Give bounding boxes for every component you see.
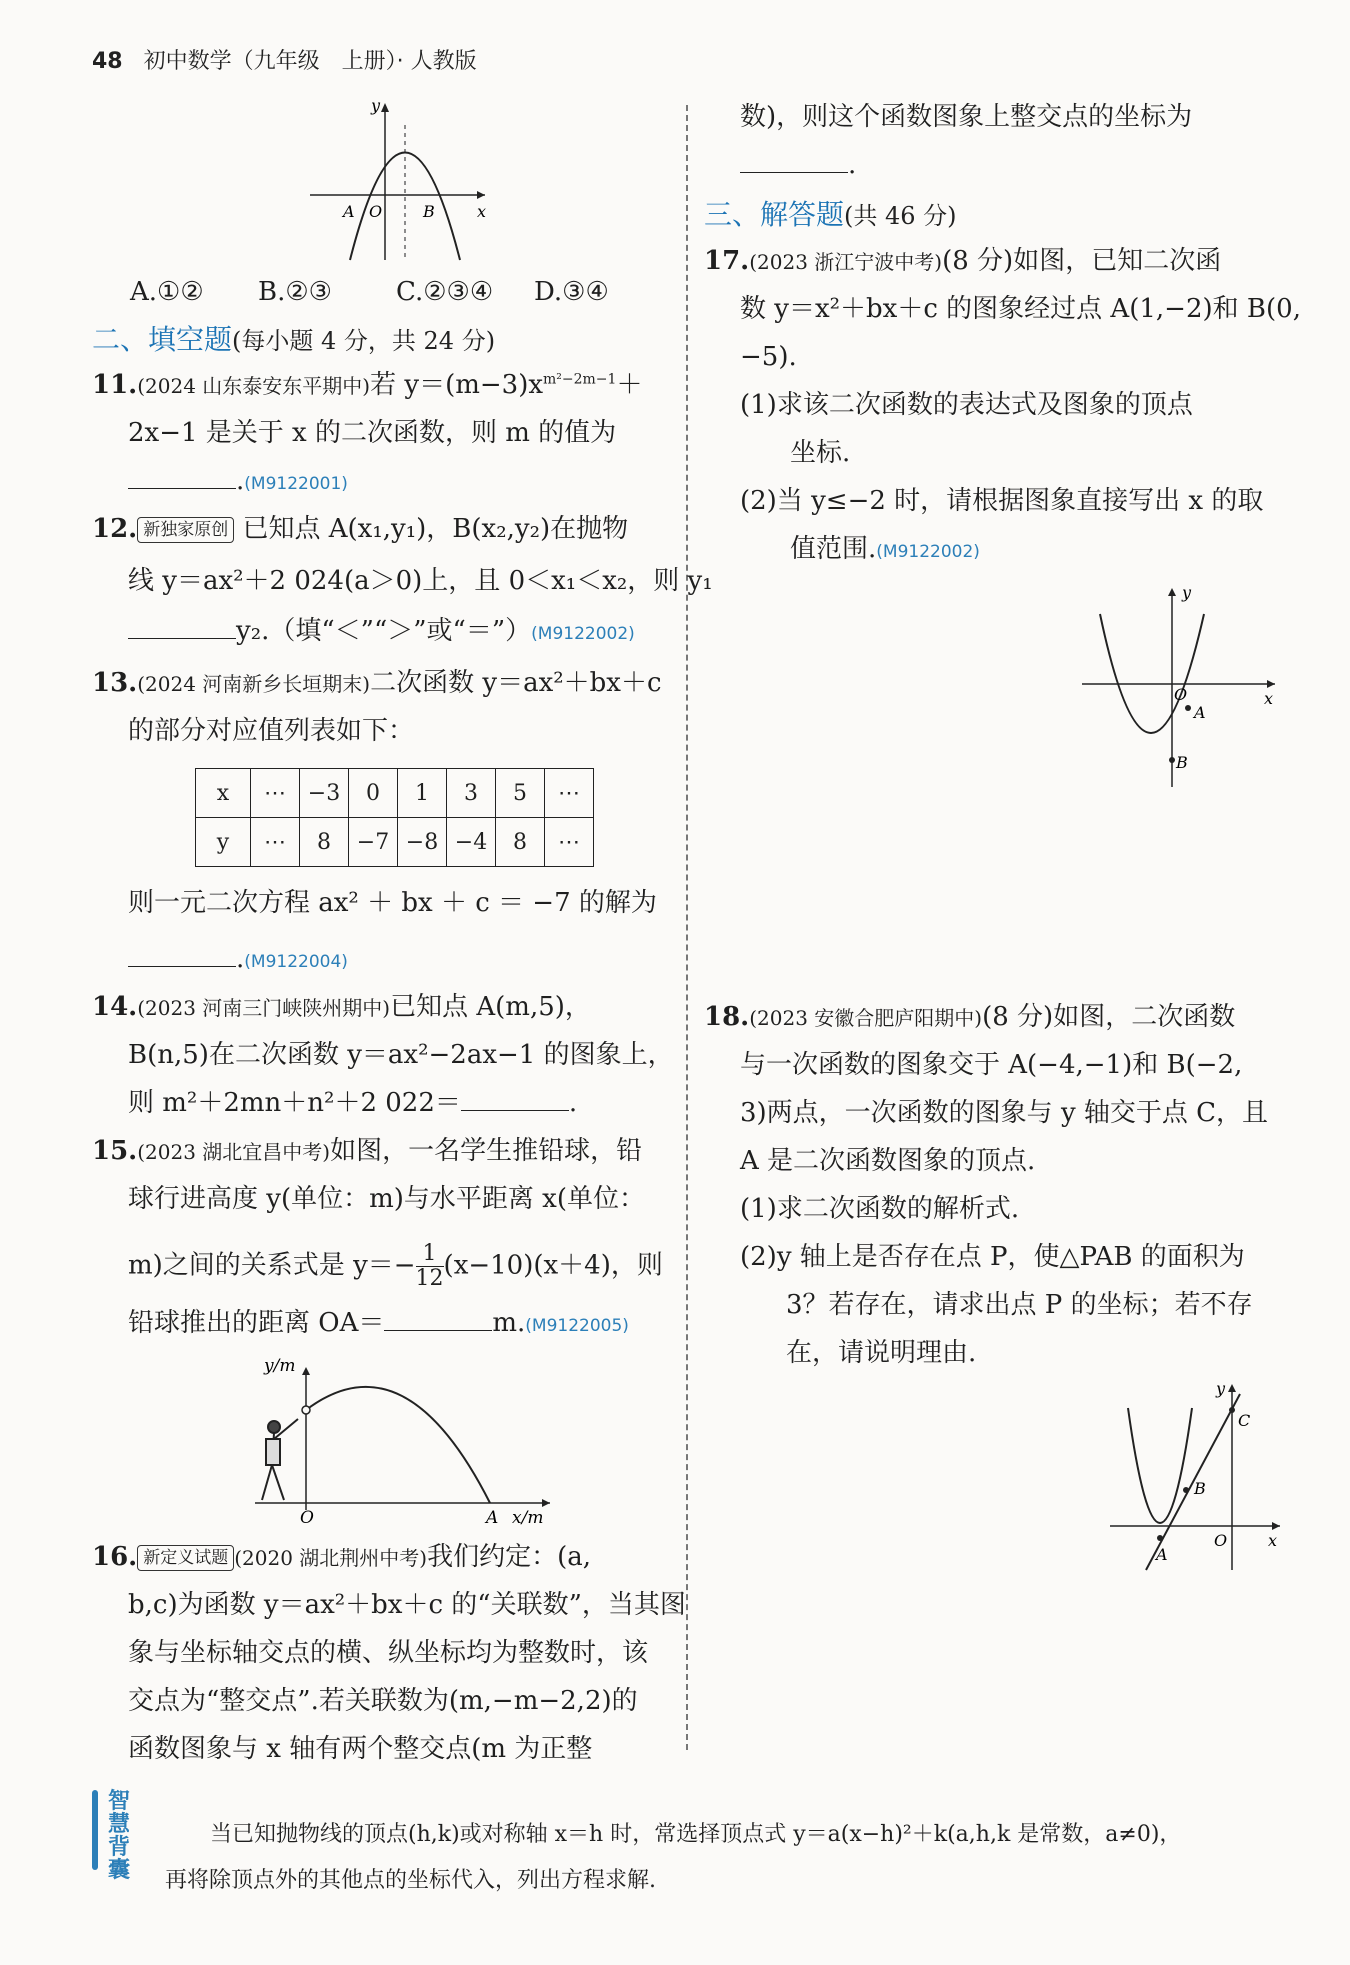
q16-answer-line	[740, 150, 856, 181]
q16-line6: 数)，则这个函数图象上整交点的坐标为	[740, 102, 1193, 132]
tip-label: 智慧背囊	[108, 1789, 131, 1884]
q14-text3: 则 m²＋2mn＋n²＋2 022＝	[128, 1088, 461, 1118]
table-cell: −3	[300, 769, 349, 818]
q16-line1	[92, 1542, 591, 1573]
q17-score: (8 分)	[942, 246, 1014, 276]
q15-line3	[128, 1242, 663, 1291]
section3-heading	[704, 198, 957, 232]
q13-line2: 的部分对应值列表如下：	[128, 716, 415, 746]
q12-line2: 线 y＝ax²＋2 024(a＞0)上，且 0＜x₁＜x₂，则 y₁	[128, 566, 713, 596]
q12-answer-blank[interactable]	[128, 616, 236, 639]
q18-graph-figure	[1108, 1380, 1288, 1575]
q11-text1: 若 y＝(m−3)x	[370, 370, 543, 400]
book-title: 初中数学（九年级 上册）· 人教版	[143, 49, 477, 74]
q11-answer-blank[interactable]	[128, 466, 236, 489]
table-cell: ⋯	[251, 769, 300, 818]
q17-part1b: 坐标.	[790, 438, 851, 468]
q17-part1a: (1)求该二次函数的表达式及图象的顶点	[740, 390, 1193, 420]
q14-tail: .	[568, 1088, 578, 1118]
q10-option-d: D.③④	[534, 277, 609, 307]
q13-row-x	[196, 769, 594, 818]
section2-heading	[92, 323, 495, 357]
table-cell: 8	[300, 818, 349, 867]
q16-source: (2020 湖北荆州中考)	[234, 1546, 428, 1570]
q10-option-c: C.②③④	[396, 277, 494, 307]
q13-number: 13.	[92, 668, 138, 698]
page-header	[92, 44, 477, 75]
q18-line3: 3)两点，一次函数的图象与 y 轴交于点 C，且	[740, 1098, 1269, 1128]
q11-source: (2024 山东泰安东平期中)	[137, 374, 371, 398]
q15-shotput-figure	[250, 1355, 570, 1530]
q13-line1	[92, 668, 662, 699]
q16-line2: b,c)为函数 y＝ax²＋bx＋c 的“关联数”，当其图	[128, 1590, 686, 1620]
q18-c-label: C	[1238, 1411, 1251, 1430]
q12-tag: 新独家原创	[137, 517, 234, 543]
q16-line5: 函数图象与 x 轴有两个整交点(m 为正整	[128, 1734, 593, 1764]
q17-a-label: A	[1194, 703, 1206, 722]
q15-o-label: O	[300, 1508, 314, 1528]
q18-score: (8 分)	[982, 1002, 1054, 1032]
q15-ylabel: y/m	[264, 1356, 296, 1376]
q13-source: (2024 河南新乡长垣期末)	[137, 672, 371, 696]
q10-x-label: x	[477, 202, 487, 221]
q18-part2c: 在，请说明理由.	[786, 1338, 977, 1368]
q18-line2: 与一次函数的图象交于 A(−4,−1)和 B(−2,	[740, 1050, 1243, 1080]
q15-text4: 铅球推出的距离 OA＝	[128, 1308, 385, 1338]
tip-line1: 当已知抛物线的顶点(h,k)或对称轴 x＝h 时，常选择顶点式 y＝a(x−h)²＋k(a,h,k 是常数，a≠0)，	[210, 1822, 1182, 1847]
q15-code: (M9122005)	[525, 1316, 629, 1336]
table-cell: 0	[349, 769, 398, 818]
table-cell: ⋯	[251, 818, 300, 867]
q18-part1: (1)求二次函数的解析式.	[740, 1194, 1020, 1224]
q11-tail: .	[236, 466, 245, 496]
q16-tail: .	[848, 150, 857, 180]
q13-code: (M9122004)	[244, 952, 348, 972]
q12-code: (M9122002)	[531, 624, 635, 644]
q15-fraction-num: 1	[416, 1242, 444, 1267]
q10-option-b: B.②③	[258, 277, 332, 307]
q10-option-a: A.①②	[130, 277, 204, 307]
student-figure-icon	[262, 1419, 298, 1500]
q12-line3	[128, 616, 635, 647]
table-cell: 3	[447, 769, 496, 818]
q17-part2b	[790, 534, 980, 565]
q15-text1: 如图，一名学生推铅球，铅	[330, 1136, 643, 1166]
q12-text1: 已知点 A(x₁,y₁)，B(x₂,y₂)在抛物	[242, 514, 629, 544]
q15-line1	[92, 1136, 642, 1167]
q13-value-table	[195, 768, 594, 867]
table-cell: 5	[496, 769, 545, 818]
q11-exponent: m²−2m−1	[543, 371, 617, 388]
q17-part2a: (2)当 y≤−2 时，请根据图象直接写出 x 的取	[740, 486, 1264, 516]
q17-y-label: y	[1182, 583, 1192, 602]
section3-title: 三、解答题	[704, 198, 845, 231]
q18-line1	[704, 1002, 1235, 1033]
q13-answer-line	[128, 944, 348, 975]
q17-x-label: x	[1264, 689, 1274, 708]
q17-number: 17.	[704, 246, 750, 276]
q17-b-label: B	[1176, 753, 1188, 772]
q16-answer-blank[interactable]	[740, 150, 848, 173]
table-cell: ⋯	[545, 818, 594, 867]
table-cell: ⋯	[545, 769, 594, 818]
q12-text3: y₂.（填“＜”“＞”或“＝”）	[236, 616, 532, 646]
table-cell: x	[196, 769, 251, 818]
q17-text-p2b: 值范围.	[790, 534, 877, 564]
q11-line1	[92, 370, 642, 401]
q16-line3: 象与坐标轴交点的横、纵坐标均为整数时，该	[128, 1638, 649, 1668]
q11-line2: 2x−1 是关于 x 的二次函数，则 m 的值为	[128, 418, 617, 448]
q15-source: (2023 湖北宜昌中考)	[137, 1140, 331, 1164]
q14-number: 14.	[92, 992, 138, 1022]
q13-row-y	[196, 818, 594, 867]
table-cell: −4	[447, 818, 496, 867]
section2-title: 二、填空题	[92, 323, 233, 356]
q15-unit: m.	[492, 1308, 526, 1338]
q15-fraction-den: 12	[415, 1266, 444, 1292]
q13-tail: .	[236, 944, 245, 974]
q11-answer-line	[128, 466, 348, 497]
section2-note: (每小题 4 分，共 24 分)	[232, 327, 496, 355]
q18-text1: 如图，二次函数	[1053, 1002, 1236, 1032]
q14-line3	[128, 1088, 577, 1119]
q10-y-label: y	[371, 96, 381, 115]
table-cell: 8	[496, 818, 545, 867]
q13-text1: 二次函数 y＝ax²＋bx＋c	[370, 668, 662, 698]
q15-line2: 球行进高度 y(单位：m)与水平距离 x(单位：	[128, 1184, 645, 1214]
q12-number: 12.	[92, 514, 138, 544]
q17-parabola-figure	[1080, 582, 1280, 792]
table-cell: −7	[349, 818, 398, 867]
q18-source: (2023 安徽合肥庐阳期中)	[749, 1006, 983, 1030]
q18-part2a: (2)y 轴上是否存在点 P，使△PAB 的面积为	[740, 1242, 1245, 1272]
q16-line4: 交点为“整交点”.若关联数为(m,−m−2,2)的	[128, 1686, 638, 1716]
q11-code: (M9122001)	[244, 474, 348, 494]
q11-text2: ＋	[616, 370, 643, 400]
q13-line3: 则一元二次方程 ax² ＋ bx ＋ c ＝ −7 的解为	[128, 888, 657, 918]
table-cell: y	[196, 818, 251, 867]
q15-number: 15.	[92, 1136, 138, 1166]
q15-text3a: m)之间的关系式是 y＝−	[128, 1250, 416, 1281]
q13-answer-blank[interactable]	[128, 944, 236, 967]
q14-text1: 已知点 A(m,5)，	[390, 992, 591, 1022]
table-cell: 1	[398, 769, 447, 818]
q16-tag: 新定义试题	[137, 1545, 234, 1571]
q15-answer-blank[interactable]	[384, 1308, 492, 1331]
q15-text3b: (x−10)(x＋4)，则	[443, 1250, 663, 1281]
q14-answer-blank[interactable]	[461, 1088, 569, 1111]
q10-a-label: A	[343, 202, 355, 221]
q18-b-label: B	[1194, 1479, 1206, 1498]
q18-x-label: x	[1268, 1531, 1278, 1550]
q15-fraction	[416, 1242, 444, 1291]
q16-text1: 我们约定：(a,	[427, 1542, 592, 1572]
q11-number: 11.	[92, 370, 138, 400]
q17-line3: −5).	[740, 342, 797, 372]
q17-text1: 如图，已知二次函	[1013, 246, 1222, 276]
q18-a-label: A	[1156, 1545, 1168, 1564]
q17-line2: 数 y＝x²＋bx＋c 的图象经过点 A(1,−2)和 B(0,	[740, 294, 1301, 324]
q17-line1	[704, 246, 1221, 277]
q10-parabola-figure	[305, 95, 495, 265]
q14-source: (2023 河南三门峡陕州期中)	[137, 996, 391, 1020]
tip-accent-bar	[92, 1790, 98, 1870]
q14-line1	[92, 992, 591, 1023]
q12-line1	[92, 514, 628, 545]
section3-note: (共 46 分)	[844, 202, 957, 230]
q18-line4: A 是二次函数图象的顶点.	[740, 1146, 1036, 1176]
q18-y-label: y	[1216, 1380, 1226, 1398]
q17-o-label: O	[1174, 685, 1188, 704]
q18-number: 18.	[704, 1002, 750, 1032]
q15-a-label: A	[486, 1508, 499, 1528]
q10-o-label: O	[369, 202, 383, 221]
q16-number: 16.	[92, 1542, 138, 1572]
q14-line2: B(n,5)在二次函数 y＝ax²−2ax−1 的图象上，	[128, 1040, 674, 1070]
q18-part2b: 3？若存在，请求出点 P 的坐标；若不存	[786, 1290, 1253, 1320]
column-divider	[686, 105, 688, 1750]
q15-line4	[128, 1308, 629, 1339]
q18-o-label: O	[1214, 1531, 1228, 1550]
tip-line2: 再将除顶点外的其他点的坐标代入，列出方程求解.	[165, 1868, 656, 1893]
q17-source: (2023 浙江宁波中考)	[749, 250, 943, 274]
q17-code: (M9122002)	[876, 542, 980, 562]
table-cell: −8	[398, 818, 447, 867]
q10-b-label: B	[423, 202, 435, 221]
page-number: 48	[92, 49, 123, 74]
q15-xlabel: x/m	[512, 1508, 544, 1528]
